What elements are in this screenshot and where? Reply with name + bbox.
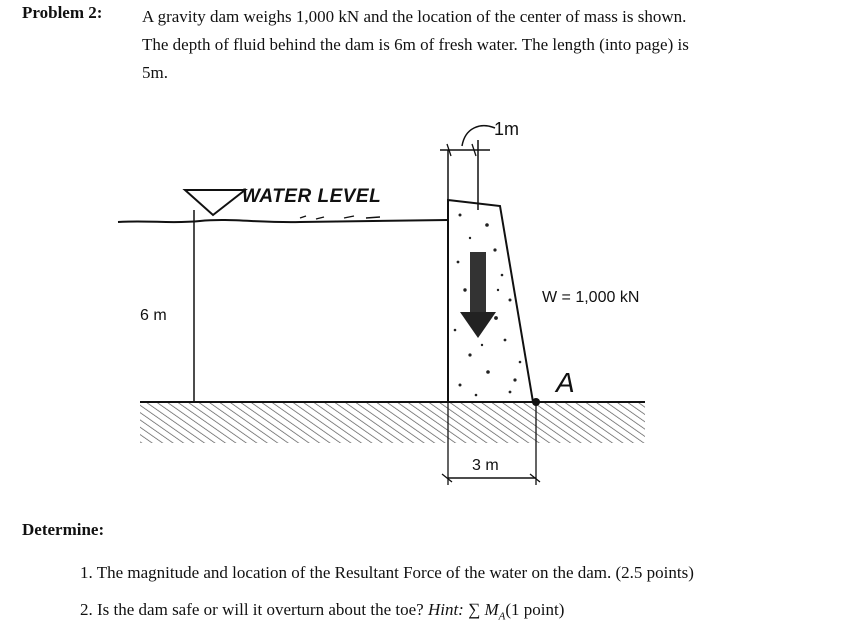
- hint-label: Hint:: [427, 600, 469, 619]
- sum-symbol: ∑: [468, 600, 481, 619]
- dam-body: [448, 200, 533, 402]
- statement-line-3: 5m.: [142, 63, 168, 82]
- question-2-points: (1 point): [505, 600, 565, 619]
- ground-hatch: [140, 403, 645, 443]
- depth-label: 6 m: [140, 307, 167, 324]
- moment-symbol: M: [484, 600, 499, 619]
- water-surface: [118, 220, 448, 222]
- statement-line-2: The depth of fluid behind the dam is 6m of fresh water. The length (into page) is: [142, 35, 689, 54]
- base-dimension-label: 3 m: [472, 457, 499, 474]
- question-2: [80, 600, 564, 622]
- determine-heading: Determine:: [22, 520, 105, 539]
- weight-arrow-shaft: [470, 252, 486, 314]
- toe-point: [532, 398, 540, 406]
- statement-line-1: A gravity dam weighs 1,000 kN and the location of the center of mass is shown.: [142, 7, 687, 26]
- moment-subscript: A: [498, 610, 506, 623]
- toe-label: A: [556, 367, 575, 398]
- top-dimension-label: 1m: [494, 119, 520, 139]
- question-1: 1. The magnitude and location of the Resultant Force of the water on the dam. (2.5 points): [80, 563, 694, 582]
- water-level-label: WATER LEVEL: [242, 186, 382, 207]
- problem-label: Problem 2:: [22, 3, 103, 22]
- weight-label: W = 1,000 kN: [542, 289, 640, 306]
- question-2-text: 2. Is the dam safe or will it overturn about the toe?: [80, 600, 428, 619]
